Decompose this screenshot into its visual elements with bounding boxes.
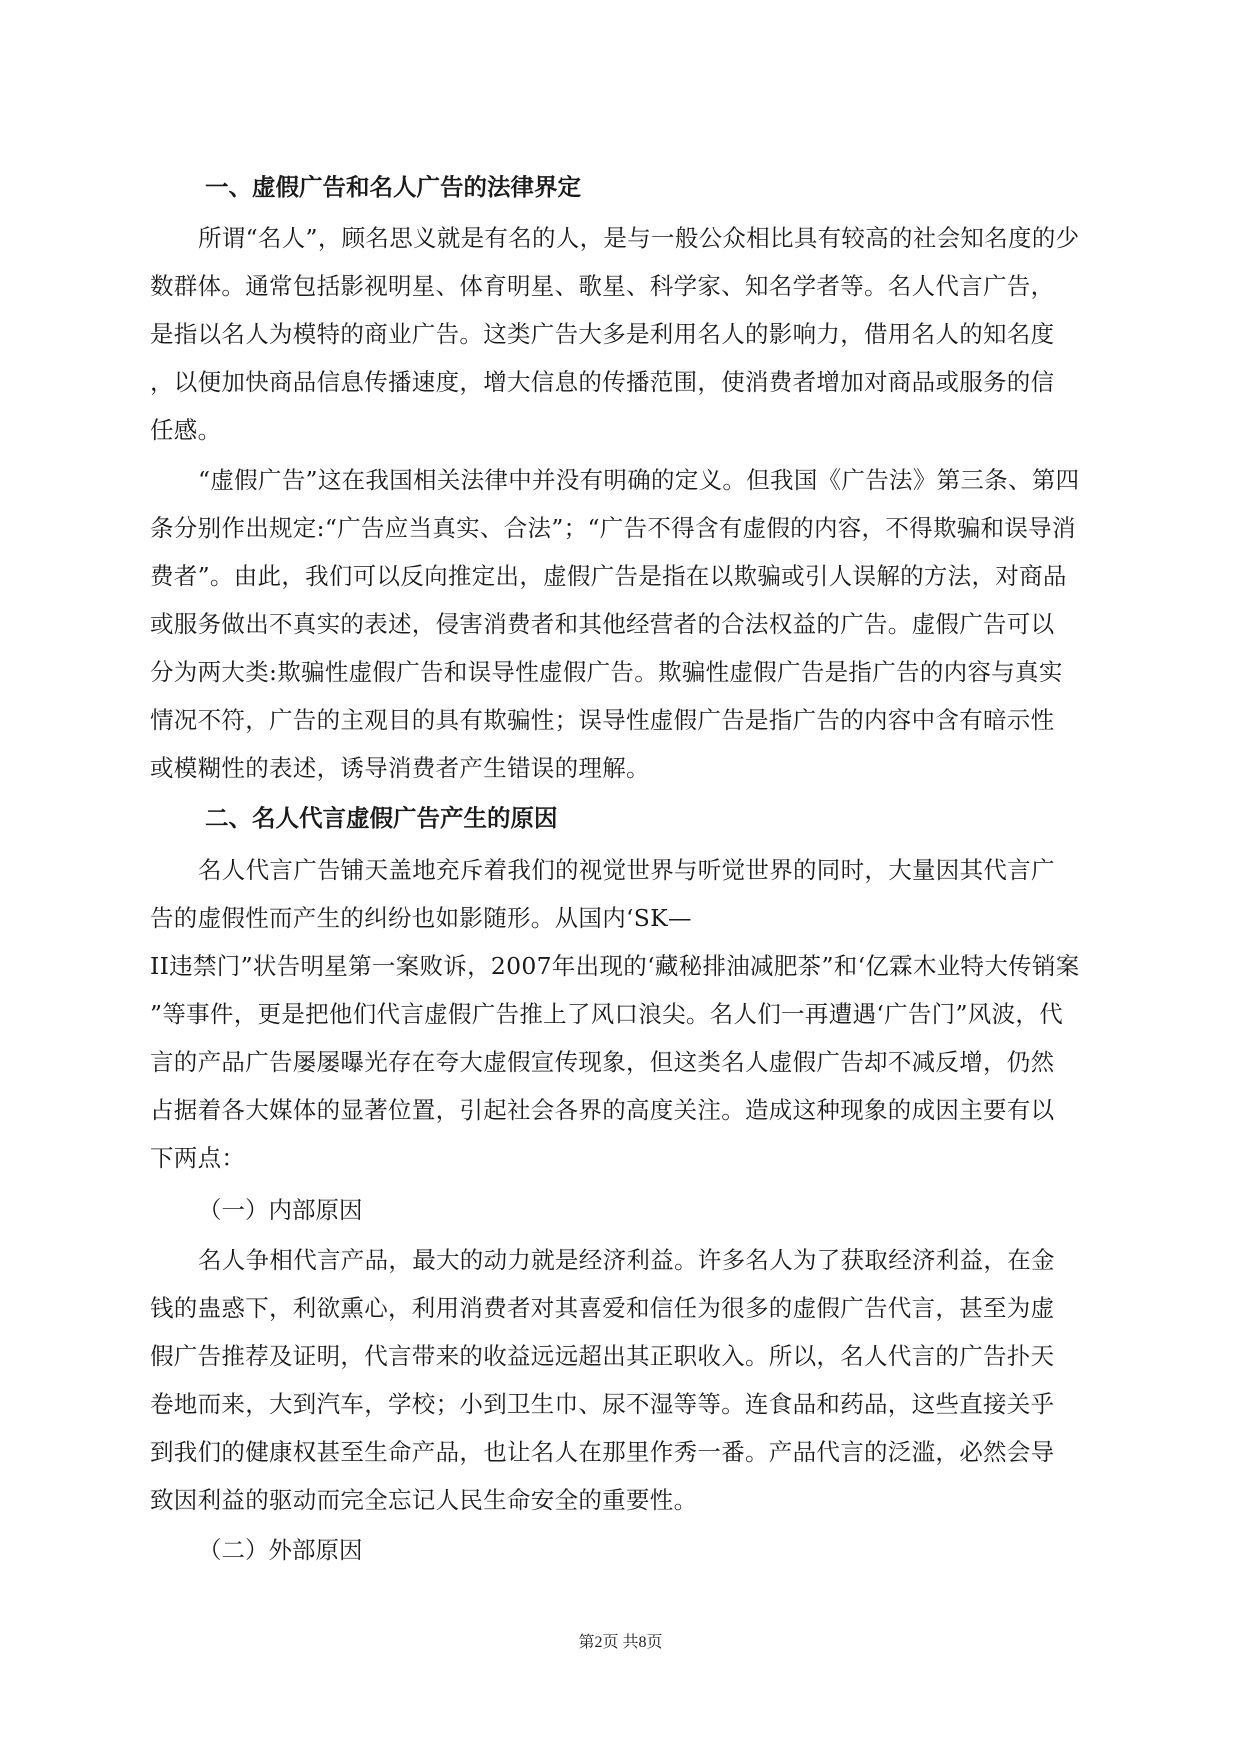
subsection-heading: （二）外部原因 (198, 1536, 363, 1564)
paragraph-line: 卷地而来，大到汽车，学校；小到卫生巾、尿不湿等等。连食品和药品，这些直接关乎 (150, 1390, 1055, 1418)
paragraph-line: ，以便加快商品信息传播速度，增大信息的传播范围，使消费者增加对商品或服务的信 (150, 368, 1055, 396)
paragraph-line: 或模糊性的表述，诱导消费者产生错误的理解。 (150, 754, 650, 782)
paragraph-line: 任感。 (150, 416, 222, 444)
paragraph-line: 到我们的健康权甚至生命产品，也让名人在那里作秀一番。产品代言的泛滥，必然会导 (150, 1438, 1055, 1466)
section-heading: 一、虚假广告和名人广告的法律界定 (205, 173, 581, 201)
paragraph-line: 费者”。由此，我们可以反向推定出，虚假广告是指在以欺骗或引人误解的方法，对商品 (150, 562, 1067, 590)
paragraph-line: 名人争相代言产品，最大的动力就是经济利益。许多名人为了获取经济利益，在金 (198, 1246, 1055, 1274)
paragraph-line: 数群体。通常包括影视明星、体育明星、歌星、科学家、知名学者等。名人代言广告， (150, 272, 1055, 300)
paragraph-line: 分为两大类:欺骗性虚假广告和误导性虚假广告。欺骗性虚假广告是指广告的内容与真实 (150, 658, 1063, 686)
page-footer: 第2页 共8页 (578, 1634, 663, 1651)
section-heading: 二、名人代言虚假广告产生的原因 (205, 804, 558, 832)
paragraph-line: 致因利益的驱动而完全忘记人民生命安全的重要性。 (150, 1486, 698, 1514)
paragraph-line: 占据着各大媒体的显著位置，引起社会各界的高度关注。造成这种现象的成因主要有以 (150, 1096, 1055, 1124)
paragraph-line: 或服务做出不真实的表述，侵害消费者和其他经营者的合法权益的广告。虚假广告可以 (150, 610, 1055, 638)
paragraph-line: 言的产品广告屡屡曝光存在夸大虚假宣传现象，但这类名人虚假广告却不减反增，仍然 (150, 1048, 1055, 1076)
paragraph-line: ”等事件，更是把他们代言虚假广告推上了风口浪尖。名人们一再遭遇‘广告门”风波，代 (150, 1000, 1063, 1028)
paragraph-line: “虚假广告”这在我国相关法律中并没有明确的定义。但我国《广告法》第三条、第四 (198, 466, 1080, 494)
subsection-heading: （一）内部原因 (198, 1196, 363, 1224)
paragraph-line: 假广告推荐及证明，代言带来的收益远远超出其正职收入。所以，名人代言的广告扑天 (150, 1342, 1055, 1370)
paragraph-line: 所谓“名人”，顾名思义就是有名的人，是与一般公众相比具有较高的社会知名度的少 (198, 224, 1080, 252)
paragraph-line: 下两点： (150, 1144, 246, 1172)
paragraph-line: II违禁门”状告明星第一案败诉，2007年出现的‘藏秘排油减肥茶”和‘亿霖木业特大传销案 (150, 952, 1080, 980)
paragraph-line: 是指以名人为模特的商业广告。这类广告大多是利用名人的影响力，借用名人的知名度 (150, 320, 1055, 348)
paragraph-line: 告的虚假性而产生的纠纷也如影随形。从国内‘SK— (150, 904, 692, 932)
paragraph-line: 情况不符，广告的主观目的具有欺骗性；误导性虚假广告是指广告的内容中含有暗示性 (150, 706, 1055, 734)
paragraph-line: 名人代言广告铺天盖地充斥着我们的视觉世界与听觉世界的同时，大量因其代言广 (198, 856, 1055, 884)
paragraph-line: 条分别作出规定:“广告应当真实、合法”；“广告不得含有虚假的内容，不得欺骗和误导消 (150, 514, 1076, 542)
paragraph-line: 钱的蛊惑下，利欲熏心，利用消费者对其喜爱和信任为很多的虚假广告代言，甚至为虚 (150, 1294, 1055, 1322)
